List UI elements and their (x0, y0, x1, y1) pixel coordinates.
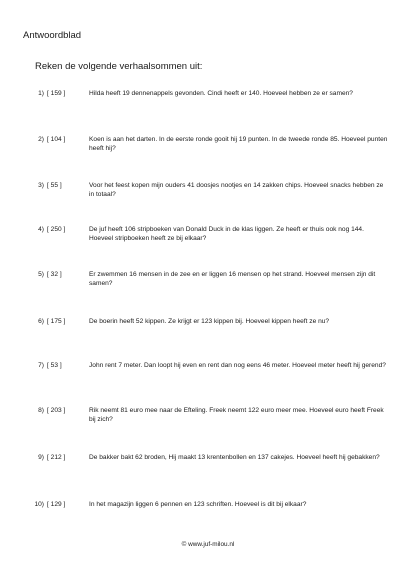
instruction-text: Reken de volgende verhaalsommen uit: (35, 61, 203, 72)
problem-answer: [ 212 ] (47, 454, 66, 461)
problem-text: De juf heeft 106 stripboeken van Donald Duck in de klas liggen. Ze heeft er thuis ook nog 144. Hoeveel stripboeken heeft ze bij elkaar? (89, 226, 364, 243)
problem-number: 5) (38, 271, 44, 278)
page-title: Antwoordblad (23, 30, 82, 41)
problem-number: 8) (38, 407, 44, 414)
problem-number: 6) (38, 318, 44, 325)
problem-answer: [ 55 ] (47, 182, 62, 189)
problem-text: De boerin heeft 52 kippen. Ze krijgt er 123 kippen bij. Hoeveel kippen heeft ze nu? (89, 318, 330, 325)
problem-text: De bakker bakt 62 broden, Hij maakt 13 krentenbollen en 137 cakejes. Hoeveel heeft hij gebakken? (89, 454, 380, 461)
problem-number: 10) (34, 501, 44, 508)
problem-text: In het magazijn liggen 6 pennen en 123 schriften. Hoeveel is dit bij elkaar? (89, 501, 307, 508)
problem-text: Er zwemmen 16 mensen in de zee en er liggen 16 mensen op het strand. Hoeveel mensen zijn dit samen? (89, 271, 376, 288)
problem-answer: [ 104 ] (47, 136, 66, 143)
problem-answer: [ 53 ] (47, 362, 62, 369)
problem-number: 4) (38, 226, 44, 233)
problem-number: 2) (38, 136, 44, 143)
problem-answer: [ 250 ] (47, 226, 66, 233)
problem-answer: [ 129 ] (47, 501, 66, 508)
problem-text: Voor het feest kopen mijn ouders 41 doosjes nootjes en 14 zakken chips. Hoeveel snacks hebben ze in totaal? (89, 182, 384, 199)
problem-text: John rent 7 meter. Dan loopt hij even en rent dan nog eens 46 meter. Hoeveel meter heeft hij gerend? (89, 362, 386, 369)
problem-answer: [ 32 ] (47, 271, 62, 278)
problem-answer: [ 175 ] (47, 318, 66, 325)
footer-credit[interactable]: © www.juf-milou.nl (181, 541, 235, 548)
problem-text: Koen is aan het darten. In de eerste ronde gooit hij 19 punten. In de tweede ronde 85. Hoeveel punten heeft hij? (89, 136, 388, 153)
problem-answer: [ 203 ] (47, 407, 66, 414)
problem-number: 3) (38, 182, 44, 189)
problem-answer: [ 159 ] (47, 90, 66, 97)
problem-text: Hilda heeft 19 dennenappels gevonden. Cindi heeft er 140. Hoeveel hebben ze er samen? (89, 90, 353, 97)
problem-number: 9) (38, 454, 44, 461)
problem-number: 1) (38, 90, 44, 97)
problem-text: Rik neemt 81 euro mee naar de Efteling. Freek neemt 122 euro meer mee. Hoeveel euro heeft Freek bij zich? (89, 407, 384, 424)
problem-number: 7) (38, 362, 44, 369)
